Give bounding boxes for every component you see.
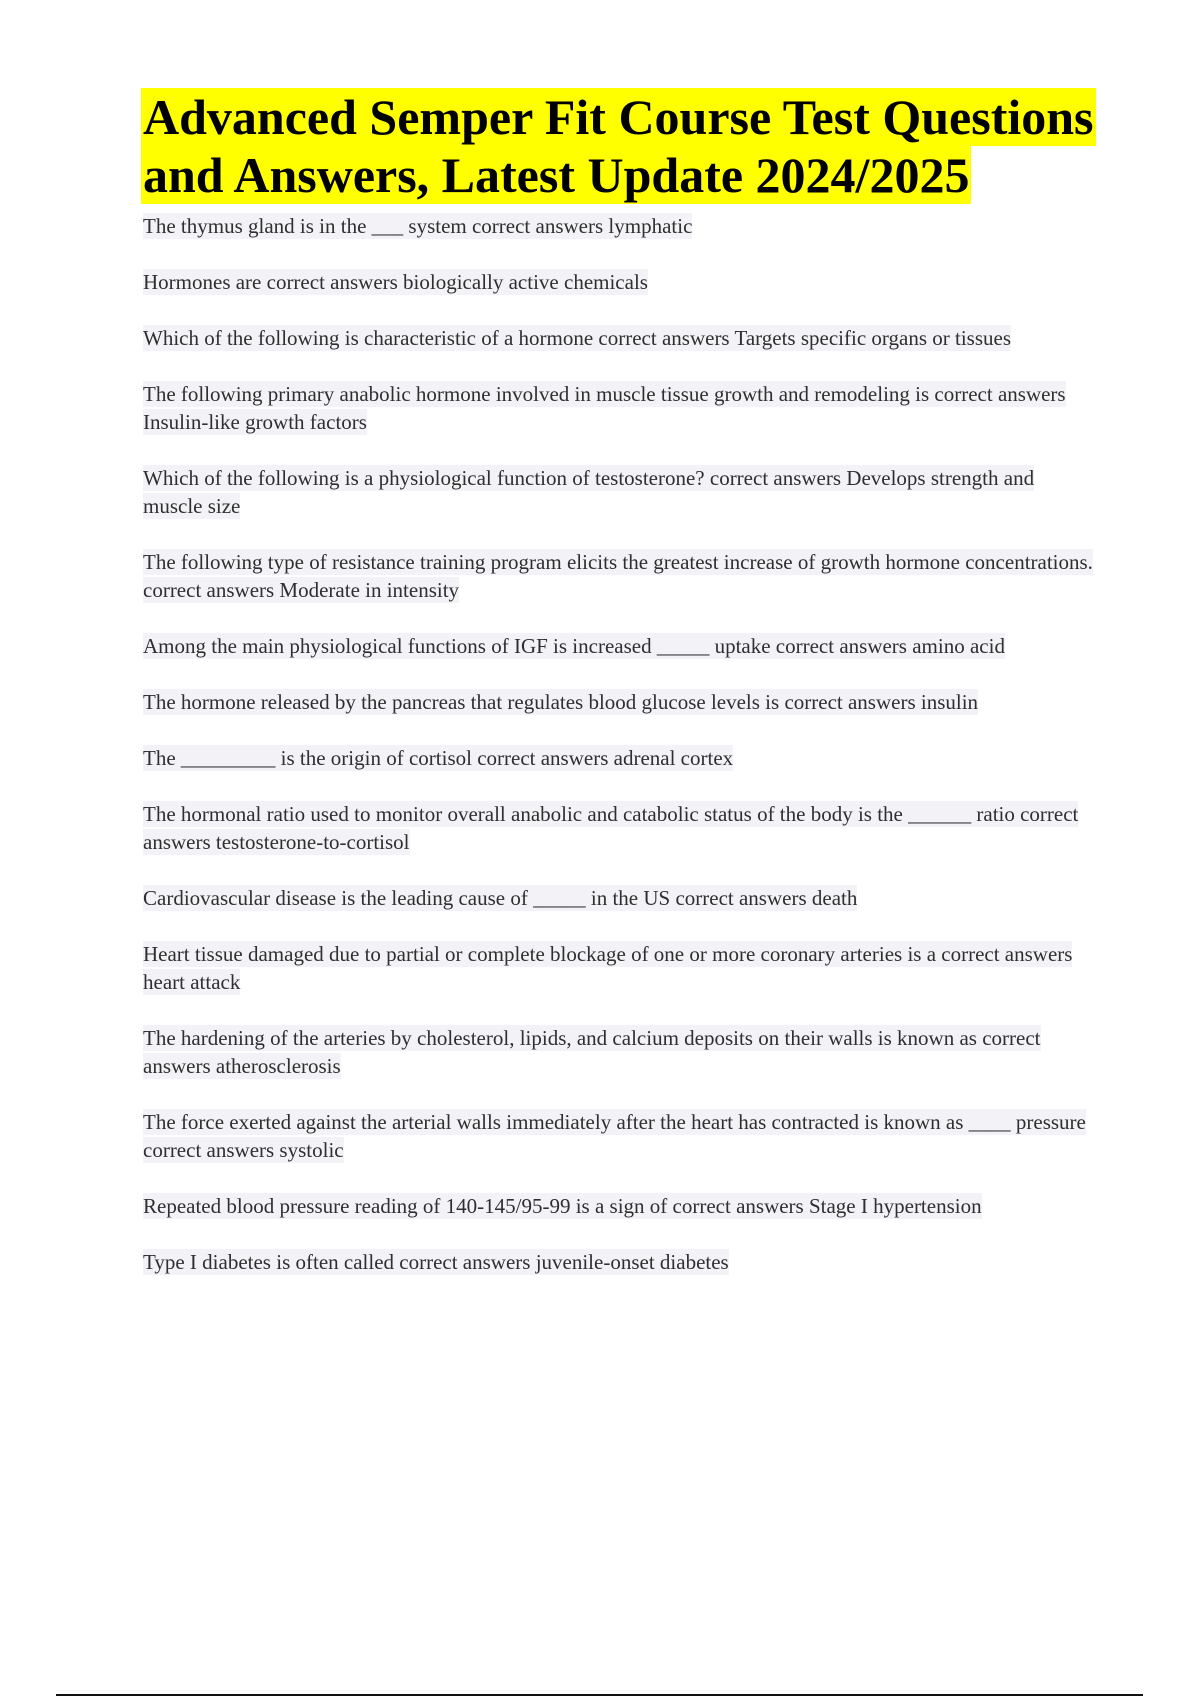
qa-item	[143, 268, 1093, 296]
qa-text: The hormonal ratio used to monitor overall anabolic and catabolic status of the body is the ______ ratio correct answers testosterone-to-cortisol	[143, 802, 1079, 854]
qa-item	[143, 800, 1093, 856]
qa-text: Repeated blood pressure reading of 140-145/95-99 is a sign of correct answers Stage I hypertension	[143, 1194, 982, 1218]
qa-text: Hormones are correct answers biologically active chemicals	[143, 270, 648, 294]
qa-item	[143, 212, 1093, 240]
qa-text: The thymus gland is in the ___ system correct answers lymphatic	[143, 214, 693, 238]
qa-list	[143, 212, 1093, 1304]
qa-text: The hormone released by the pancreas that regulates blood glucose levels is correct answers insulin	[143, 690, 979, 714]
qa-item	[143, 324, 1093, 352]
qa-text: Cardiovascular disease is the leading cause of _____ in the US correct answers death	[143, 886, 858, 910]
qa-item	[143, 548, 1093, 604]
qa-item	[143, 940, 1093, 996]
qa-text: The force exerted against the arterial walls immediately after the heart has contracted is known as ____ pressure correct answers systolic	[143, 1110, 1086, 1162]
qa-text: Type I diabetes is often called correct answers juvenile-onset diabetes	[143, 1250, 729, 1274]
qa-item	[143, 744, 1093, 772]
qa-text: Which of the following is a physiological function of testosterone? correct answers Develops strength and muscle size	[143, 466, 1035, 518]
qa-text: The hardening of the arteries by cholesterol, lipids, and calcium deposits on their walls is known as correct answers atherosclerosis	[143, 1026, 1041, 1078]
qa-item	[143, 1024, 1093, 1080]
qa-item	[143, 1108, 1093, 1164]
qa-item	[143, 688, 1093, 716]
qa-text: Heart tissue damaged due to partial or complete blockage of one or more coronary arteries is a correct answers heart attack	[143, 942, 1073, 994]
qa-item	[143, 380, 1093, 436]
qa-text: The following primary anabolic hormone involved in muscle tissue growth and remodeling is correct answers Insulin-like growth factors	[143, 382, 1066, 434]
qa-item	[143, 1192, 1093, 1220]
qa-text: The _________ is the origin of cortisol correct answers adrenal cortex	[143, 746, 734, 770]
title-line-1: Advanced Semper Fit Course Test Questions	[143, 89, 1094, 145]
document-title	[141, 88, 1151, 204]
qa-item	[143, 884, 1093, 912]
qa-item	[143, 1248, 1093, 1276]
qa-text: Which of the following is characteristic of a hormone correct answers Targets specific organs or tissues	[143, 326, 1012, 350]
qa-item	[143, 464, 1093, 520]
qa-text: The following type of resistance training program elicits the greatest increase of growth hormone concentrations. correct answers Moderate in intensity	[143, 550, 1093, 602]
footer-rule	[56, 1694, 1143, 1696]
qa-item	[143, 632, 1093, 660]
title-line-2: and Answers, Latest Update 2024/2025	[143, 147, 970, 203]
qa-text: Among the main physiological functions of IGF is increased _____ uptake correct answers amino acid	[143, 634, 1005, 658]
